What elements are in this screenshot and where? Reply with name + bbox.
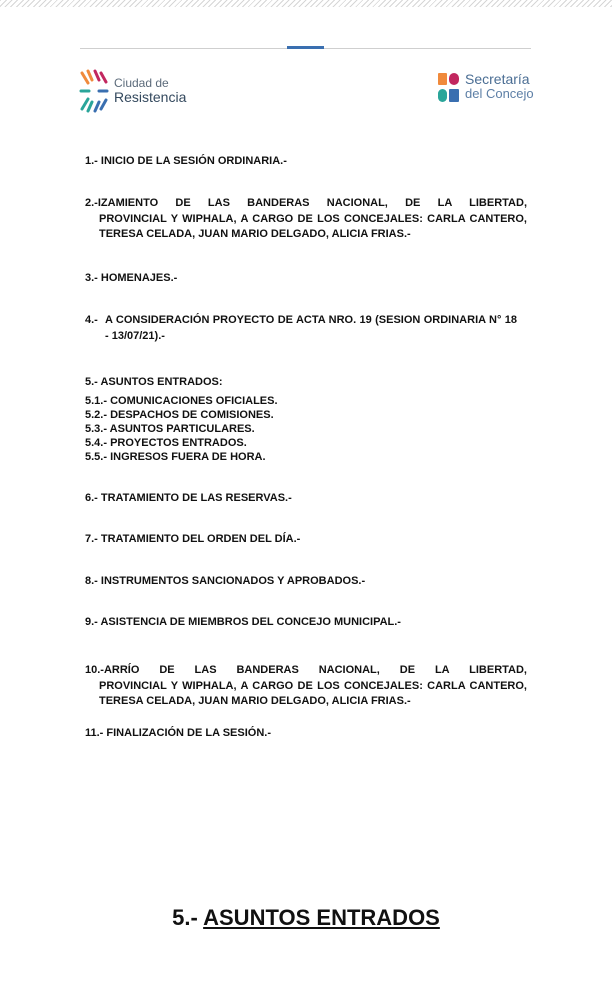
top-hatch-border [0,0,612,7]
secretaria-del-concejo-logo [438,72,534,104]
agenda-item-5-title: 5.- ASUNTOS ENTRADOS: [85,376,223,388]
logo-right-line2: del Concejo [465,85,534,101]
agenda-item-3: 3.- HOMENAJES.- [85,272,178,284]
agenda-item-6: 6.- TRATAMIENTO DE LAS RESERVAS.- [85,492,292,504]
agenda-item-4-text: A CONSIDERACIÓN PROYECTO DE ACTA NRO. 19 (SESION ORDINARIA N° 18 - 13/07/21).- [105,314,517,342]
agenda-item-5-subitems [85,394,278,464]
agenda-item-8: 8.- INSTRUMENTOS SANCIONADOS Y APROBADOS.- [85,575,366,587]
subitem-5-2: 5.2.- DESPACHOS DE COMISIONES. [85,409,274,421]
ciudad-emblem-icon [79,69,109,113]
agenda-item-2-line1: IZAMIENTO DE LAS BANDERAS NACIONAL, DE LA LIBERTAD, [97,197,527,209]
agenda-item-11: 11.- FINALIZACIÓN DE LA SESIÓN.- [85,727,271,739]
agenda-item-7: 7.- TRATAMIENTO DEL ORDEN DEL DÍA.- [85,533,301,545]
subitem-5-5: 5.5.- INGRESOS FUERA DE HORA. [85,451,266,463]
agenda-item-2-rest: PROVINCIAL Y WIPHALA, A CARGO DE LOS CONCEJALES: CARLA CANTERO, TERESA CELADA, JUAN MARIO DELGADO, ALICIA FRIAS.- [99,212,527,240]
agenda-item-10-line1: ARRÍO DE LAS BANDERAS NACIONAL, DE LA LIBERTAD, [103,664,527,676]
header-divider-accent [287,46,324,49]
logo-left-line2: Resistencia [114,88,187,105]
section-heading-title: ASUNTOS ENTRADOS [203,905,440,930]
concejo-emblem-icon [438,73,459,104]
agenda-item-10 [85,663,527,710]
subitem-5-1: 5.1.- COMUNICACIONES OFICIALES. [85,395,278,407]
agenda-item-2 [85,196,527,243]
section-heading [0,905,612,931]
section-heading-prefix: 5.- [172,905,204,930]
agenda-item-2-number: 2.- [85,197,98,209]
subitem-5-3: 5.3.- ASUNTOS PARTICULARES. [85,423,255,435]
agenda-item-1: 1.- INICIO DE LA SESIÓN ORDINARIA.- [85,155,287,167]
logo-left-line1: Ciudad de [114,76,169,91]
logo-right-line1: Secretaría [465,71,530,87]
agenda-item-4-number: 4.- [85,314,98,326]
agenda-item-10-rest: PROVINCIAL Y WIPHALA, A CARGO DE LOS CONCEJALES: CARLA CANTERO, TERESA CELADA, JUAN MARIO DELGADO, ALICIA FRIAS.- [99,679,527,707]
ciudad-de-resistencia-logo [79,69,186,113]
agenda-item-10-number: 10.- [85,664,104,676]
subitem-5-4: 5.4.- PROYECTOS ENTRADOS. [85,437,247,449]
agenda-item-4 [85,313,517,344]
agenda-item-9: 9.- ASISTENCIA DE MIEMBROS DEL CONCEJO MUNICIPAL.- [85,616,401,628]
